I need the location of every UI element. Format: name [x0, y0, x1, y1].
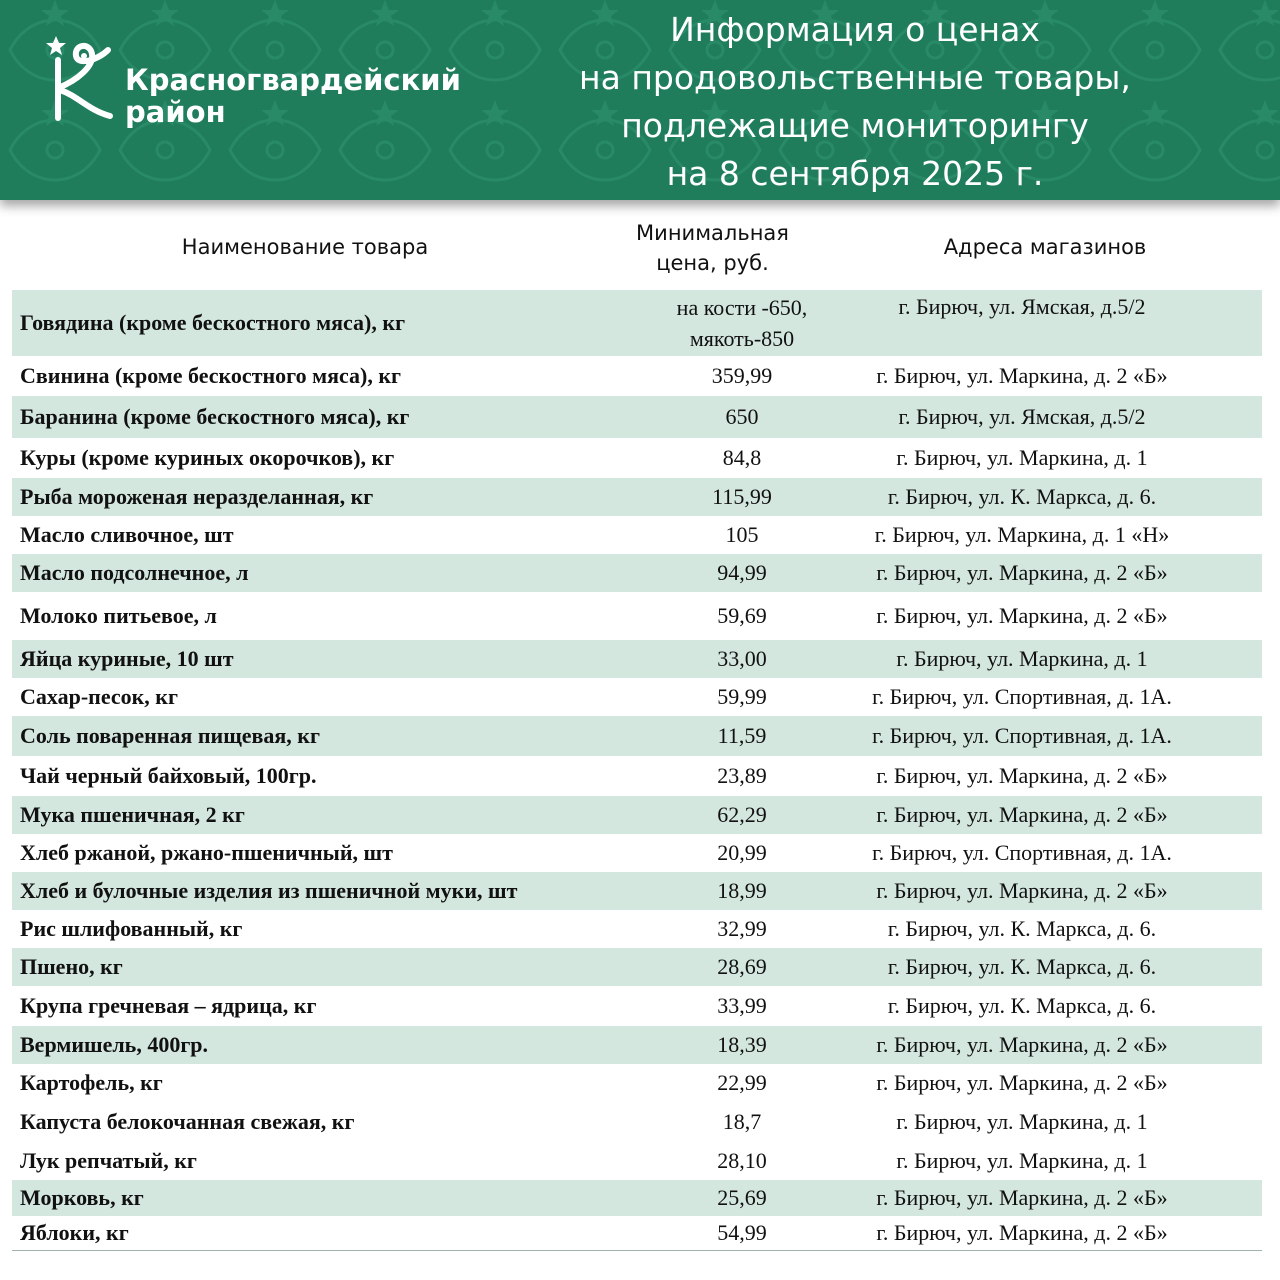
table-row: [12, 356, 1262, 396]
product-price: 33,00: [717, 646, 767, 671]
product-price: 32,99: [717, 916, 767, 941]
product-price: 25,69: [717, 1185, 767, 1210]
table-row: [12, 640, 1262, 678]
product-name: Баранина (кроме бескостного мяса), кг: [20, 404, 410, 429]
product-name: Морковь, кг: [20, 1185, 144, 1210]
product-price: 650: [725, 404, 759, 429]
brand-name: [125, 64, 461, 128]
product-price: 59,99: [717, 684, 767, 709]
product-price: 84,8: [722, 445, 762, 470]
product-price: 11,59: [717, 723, 767, 748]
store-address: г. Бирюч, ул. Маркина, д. 2 «Б»: [876, 878, 1168, 903]
product-name: Мука пшеничная, 2 кг: [20, 802, 245, 827]
district-logo-icon: [38, 30, 118, 122]
store-address: г. Бирюч, ул. Маркина, д. 2 «Б»: [876, 802, 1168, 827]
store-address: г. Бирюч, ул. Маркина, д. 1: [896, 445, 1148, 470]
product-name: Масло подсолнечное, л: [20, 560, 249, 585]
table-row: [12, 1064, 1262, 1102]
table-row: [12, 1142, 1262, 1180]
table-row: [12, 1180, 1262, 1216]
product-name: Картофель, кг: [20, 1070, 163, 1095]
table-row: [12, 1026, 1262, 1064]
store-address: г. Бирюч, ул. Маркина, д. 2 «Б»: [876, 603, 1168, 628]
column-header-name: Наименование товара: [181, 235, 429, 259]
product-price: 105: [725, 522, 759, 547]
brand-line-1: Красногвардейский: [125, 63, 461, 97]
store-address: г. Бирюч, ул. Маркина, д. 2 «Б»: [876, 1070, 1168, 1095]
table-row: [12, 796, 1262, 834]
product-name: Куры (кроме куриных окорочков), кг: [20, 445, 395, 470]
store-address: г. Бирюч, ул. Маркина, д. 2 «Б»: [876, 363, 1168, 388]
product-name: Молоко питьевое, л: [20, 603, 217, 628]
store-address: г. Бирюч, ул. Маркина, д. 2 «Б»: [876, 560, 1168, 585]
table-row: [12, 554, 1262, 592]
column-header-price-line1: Минимальная: [636, 221, 789, 245]
page-title: [530, 6, 1180, 198]
store-address: г. Бирюч, ул. К. Маркса, д. 6.: [887, 954, 1157, 979]
product-price: 94,99: [717, 560, 767, 585]
store-address: г. Бирюч, ул. Маркина, д. 1 «Н»: [874, 522, 1170, 547]
table-row: [12, 834, 1262, 872]
table-row: [12, 516, 1262, 554]
store-address: г. Бирюч, ул. Ямская, д.5/2: [898, 404, 1146, 429]
product-name: Говядина (кроме бескостного мяса), кг: [20, 310, 406, 335]
table-row: [12, 948, 1262, 986]
table-row: [12, 478, 1262, 516]
table-row: [12, 592, 1262, 640]
store-address: г. Бирюч, ул. Спортивная, д. 1А.: [872, 840, 1172, 865]
product-price: 54,99: [717, 1220, 767, 1245]
product-name: Вермишель, 400гр.: [20, 1032, 209, 1057]
store-address: г. Бирюч, ул. Маркина, д. 1: [896, 646, 1148, 671]
price-line-1: на кости -650,: [676, 295, 808, 320]
product-price: 28,69: [717, 954, 767, 979]
column-header-address: Адреса магазинов: [943, 235, 1147, 259]
product-name: Крупа гречневая – ядрица, кг: [20, 993, 317, 1018]
table-row: [12, 1102, 1262, 1142]
store-address: г. Бирюч, ул. Ямская, д.5/2: [898, 294, 1146, 319]
product-name: Хлеб и булочные изделия из пшеничной муки, шт: [20, 878, 518, 903]
product-name: Яблоки, кг: [20, 1220, 129, 1245]
table-row: [12, 910, 1262, 948]
product-price: 115,99: [712, 484, 772, 509]
store-address: г. Бирюч, ул. Маркина, д. 2 «Б»: [876, 1032, 1168, 1057]
store-address: г. Бирюч, ул. К. Маркса, д. 6.: [887, 916, 1157, 941]
price-line-2: мякоть-850: [689, 326, 795, 351]
product-price: 22,99: [717, 1070, 767, 1095]
product-name: Чай черный байховый, 100гр.: [20, 763, 317, 788]
product-price: 359,99: [711, 363, 773, 388]
title-line-4: на 8 сентября 2025 г.: [666, 154, 1044, 193]
table-row: [12, 290, 1262, 356]
table-row: [12, 438, 1262, 478]
table-row: [12, 678, 1262, 716]
price-table: [12, 290, 1262, 1251]
product-name: Капуста белокочанная свежая, кг: [20, 1109, 355, 1134]
column-header-price-line2: цена, руб.: [656, 251, 769, 275]
store-address: г. Бирюч, ул. Маркина, д. 1: [896, 1148, 1148, 1173]
title-line-2: на продовольственные товары,: [579, 58, 1131, 97]
header-banner: [0, 0, 1280, 200]
table-row: [12, 872, 1262, 910]
store-address: г. Бирюч, ул. Маркина, д. 2 «Б»: [876, 1220, 1168, 1245]
table-row: [12, 716, 1262, 756]
product-price: 18,7: [722, 1109, 762, 1134]
store-address: г. Бирюч, ул. Спортивная, д. 1А.: [872, 684, 1172, 709]
product-name: Сахар-песок, кг: [20, 684, 178, 709]
table-row: [12, 756, 1262, 796]
product-price: 59,69: [717, 603, 767, 628]
title-line-3: подлежащие мониторингу: [621, 106, 1089, 145]
store-address: г. Бирюч, ул. Маркина, д. 1: [896, 1109, 1148, 1134]
product-price: 28,10: [717, 1148, 767, 1173]
product-price: 33,99: [717, 993, 767, 1018]
store-address: г. Бирюч, ул. Спортивная, д. 1А.: [872, 723, 1172, 748]
product-name: Рыба мороженая неразделанная, кг: [20, 484, 374, 509]
title-line-1: Информация о ценах: [670, 10, 1040, 49]
product-price: 18,99: [717, 878, 767, 903]
table-column-headers: [0, 218, 1280, 288]
product-name: Лук репчатый, кг: [20, 1148, 197, 1173]
product-name: Соль поваренная пищевая, кг: [20, 723, 320, 748]
store-address: г. Бирюч, ул. Маркина, д. 2 «Б»: [876, 1185, 1168, 1210]
table-row: [12, 1216, 1262, 1250]
column-header-price: [560, 218, 865, 278]
brand-line-2: район: [125, 95, 226, 129]
product-price: 62,29: [717, 802, 767, 827]
product-name: Рис шлифованный, кг: [20, 916, 243, 941]
product-name: Свинина (кроме бескостного мяса), кг: [20, 363, 402, 388]
product-price: 20,99: [717, 840, 767, 865]
store-address: г. Бирюч, ул. К. Маркса, д. 6.: [887, 993, 1157, 1018]
table-row: [12, 396, 1262, 438]
product-price: 23,89: [717, 763, 767, 788]
product-price: 18,39: [717, 1032, 767, 1057]
store-address: г. Бирюч, ул. Маркина, д. 2 «Б»: [876, 763, 1168, 788]
store-address: г. Бирюч, ул. К. Маркса, д. 6.: [887, 484, 1157, 509]
product-name: Яйца куриные, 10 шт: [20, 646, 234, 671]
table-row: [12, 986, 1262, 1026]
product-name: Пшено, кг: [20, 954, 123, 979]
product-name: Хлеб ржаной, ржано-пшеничный, шт: [20, 840, 393, 865]
product-name: Масло сливочное, шт: [20, 522, 234, 547]
